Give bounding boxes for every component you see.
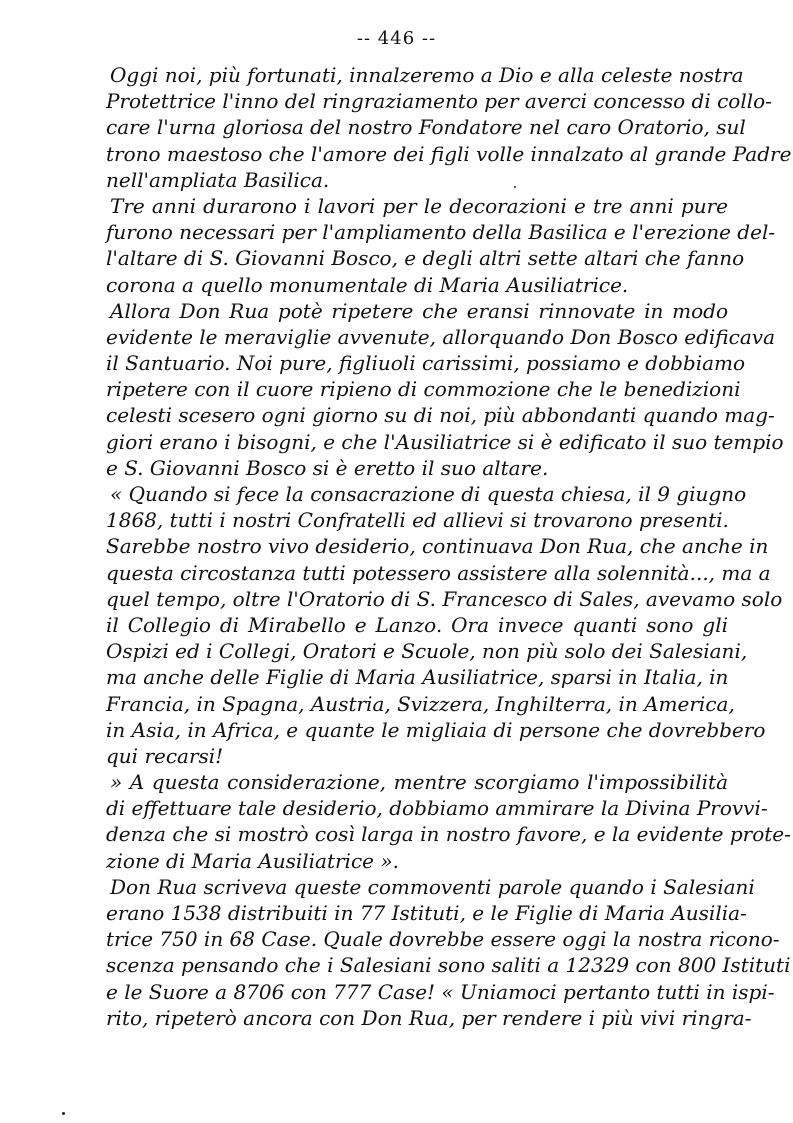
paragraph [106,481,783,769]
text-line: trono maestoso che l'amore dei figli volle innalzato al grande Padre [106,141,792,166]
text-line: trice 750 in 68 Case. Quale dovrebbe essere oggi la nostra ricono- [106,927,780,952]
text-line: ma anche delle Figlie di Maria Ausiliatrice, sparsi in Italia, in [106,665,729,690]
text-line: rito, ripeterò ancora con Don Rua, per rendere i più vivi ringra- [106,1005,752,1030]
text-line: corona a quello monumentale di Maria Ausiliatrice. [106,272,629,297]
text-line: Oggi noi, più fortunati, innalzeremo a Dio e alla celeste nostra [110,63,744,87]
page-number: -- 446 -- [356,28,437,49]
paragraph [106,62,792,193]
text-line: denza che si mostrò così larga in nostro favore, e la evidente prote- [106,822,791,847]
text-line: il Santuario. Noi pure, figliuoli carissimi, possiamo e dobbiamo [106,351,746,376]
paragraph [106,193,776,298]
text-line: il Collegio di Mirabello e Lanzo. Ora invece quanti sono gli [106,612,728,637]
text-line: Francia, in Spagna, Austria, Svizzera, Inghilterra, in America, [106,691,735,716]
text-line: nell'ampliata Basilica. [106,167,330,192]
text-line: ripetere con il cuore ripieno di commozione che le benedizioni [106,377,741,402]
text-line: qui recarsi! [106,743,224,768]
text-line: celesti scesero ogni giorno su di noi, più abbondanti quando mag- [106,403,775,428]
paragraph [106,769,791,874]
text-line: scenza pensando che i Salesiani sono saliti a 12329 con 800 Istituti [106,953,791,978]
text-line: erano 1538 distribuiti in 77 Istituti, e le Figlie di Maria Ausilia- [106,901,747,925]
paragraph [106,298,784,481]
text-line: Allora Don Rua potè ripetere che eransi rinnovate in modo [110,298,728,323]
text-line: giori erano i bisogni, e che l'Ausiliatrice si è edificato il suo tempio [106,429,784,454]
text-line: Don Rua scriveva queste commoventi parole quando i Salesiani [110,874,755,899]
text-line: Tre anni durarono i lavori per le decorazioni e tre anni pure [110,193,728,218]
scan-speck [62,1112,65,1115]
text-line: di effettuare tale desiderio, dobbiamo ammirare la Divina Provvi- [106,796,768,821]
text-line: Protettrice l'inno del ringraziamento per averci concesso di collo- [106,89,772,114]
text-line: 1868, tutti i nostri Confratelli ed allievi si trovarono presenti. [106,508,729,533]
text-line: evidente le meraviglie avvenute, allorquando Don Bosco edificava [106,324,775,349]
text-line: l'altare di S. Giovanni Bosco, e degli altri sette altari che fanno [106,246,745,271]
text-line: quel tempo, oltre l'Oratorio di S. Francesco di Sales, avevamo solo [106,586,783,611]
paragraph [106,874,791,1031]
text-line: care l'urna gloriosa del nostro Fondatore nel caro Oratorio, sul [106,115,746,140]
text-line: in Asia, in Africa, e quante le migliaia di persone che dovrebbero [106,717,766,742]
text-line: furono necessari per l'ampliamento della Basilica e l'erezione del- [106,220,776,245]
text-line: zione di Maria Ausiliatrice ». [106,848,399,873]
scan-speck [514,186,516,188]
text-line: e S. Giovanni Bosco si è eretto il suo altare. [106,455,549,480]
text-line: » A questa considerazione, mentre scorgiamo l'impossibilità [110,770,728,795]
text-line: « Quando si fece la consacrazione di questa chiesa, il 9 giugno [110,482,747,506]
text-line: e le Suore a 8706 con 777 Case! « Uniamoci pertanto tutti in ispi- [106,979,775,1004]
body-text [106,62,792,1031]
text-line: questa circostanza tutti potessero assistere alla solennità..., ma a [106,560,771,585]
text-line: Ospizi ed i Collegi, Oratori e Scuole, non più solo dei Salesiani, [106,639,748,664]
text-line: Sarebbe nostro vivo desiderio, continuava Don Rua, che anche in [106,534,769,559]
